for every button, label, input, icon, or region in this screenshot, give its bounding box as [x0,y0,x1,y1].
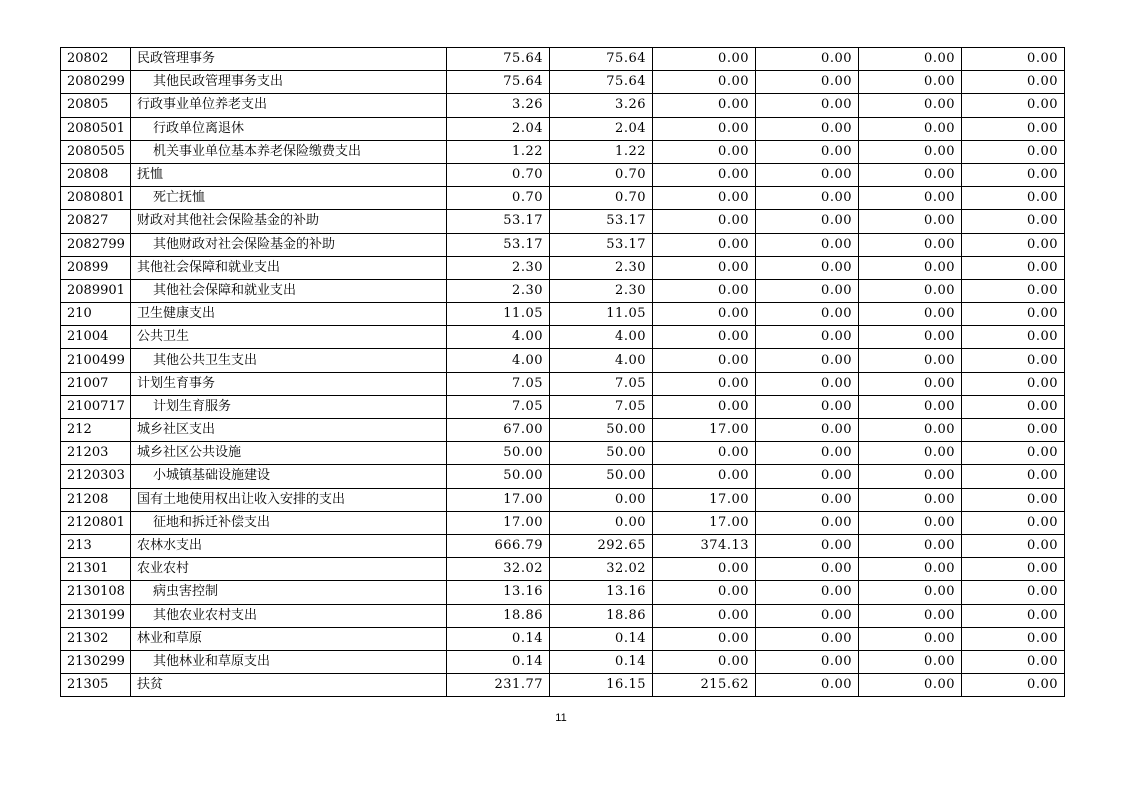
subject-name-cell: 城乡社区支出 [131,419,447,442]
table-row [61,419,1065,442]
amount-cell: 0.00 [756,627,859,650]
amount-cell: 7.05 [447,372,550,395]
amount-cell: 53.17 [447,210,550,233]
amount-cell: 18.86 [447,604,550,627]
amount-cell: 0.00 [962,674,1065,697]
amount-cell: 7.05 [550,372,653,395]
subject-name-cell: 计划生育服务 [131,395,447,418]
subject-name-cell: 行政单位离退休 [131,117,447,140]
table-row [61,650,1065,673]
amount-cell: 0.00 [962,604,1065,627]
amount-cell: 0.00 [962,349,1065,372]
amount-cell: 0.00 [756,117,859,140]
amount-cell: 0.00 [756,256,859,279]
subject-name-cell: 其他农业农村支出 [131,604,447,627]
amount-cell: 0.00 [653,163,756,186]
amount-cell: 0.00 [962,581,1065,604]
amount-cell: 32.02 [550,558,653,581]
amount-cell: 0.00 [756,140,859,163]
amount-cell: 11.05 [550,303,653,326]
subject-code-cell: 20802 [61,48,131,71]
amount-cell: 0.00 [756,419,859,442]
amount-cell: 0.00 [653,117,756,140]
amount-cell: 50.00 [447,465,550,488]
amount-cell: 0.00 [653,233,756,256]
amount-cell: 0.00 [653,395,756,418]
amount-cell: 0.00 [756,279,859,302]
subject-name-cell: 征地和拆迁补偿支出 [131,511,447,534]
amount-cell: 0.00 [653,94,756,117]
subject-name-cell: 农林水支出 [131,534,447,557]
subject-code-cell: 2130199 [61,604,131,627]
subject-name-cell: 财政对其他社会保险基金的补助 [131,210,447,233]
amount-cell: 0.00 [653,442,756,465]
amount-cell: 17.00 [653,419,756,442]
amount-cell: 0.00 [859,442,962,465]
table-row [61,395,1065,418]
amount-cell: 0.00 [653,279,756,302]
table-body [61,48,1065,697]
subject-code-cell: 210 [61,303,131,326]
table-row [61,48,1065,71]
amount-cell: 0.00 [550,511,653,534]
amount-cell: 0.00 [859,465,962,488]
amount-cell: 0.00 [859,534,962,557]
amount-cell: 0.00 [962,233,1065,256]
subject-code-cell: 2120801 [61,511,131,534]
subject-code-cell: 2080505 [61,140,131,163]
amount-cell: 18.86 [550,604,653,627]
subject-name-cell: 抚恤 [131,163,447,186]
amount-cell: 67.00 [447,419,550,442]
amount-cell: 0.00 [962,303,1065,326]
subject-name-cell: 林业和草原 [131,627,447,650]
amount-cell: 0.00 [859,94,962,117]
amount-cell: 215.62 [653,674,756,697]
amount-cell: 0.00 [859,187,962,210]
amount-cell: 0.00 [962,94,1065,117]
amount-cell: 0.00 [756,465,859,488]
amount-cell: 0.00 [962,650,1065,673]
subject-code-cell: 213 [61,534,131,557]
table-row [61,233,1065,256]
amount-cell: 1.22 [550,140,653,163]
amount-cell: 0.00 [859,558,962,581]
amount-cell: 0.00 [962,465,1065,488]
amount-cell: 0.00 [756,581,859,604]
amount-cell: 0.00 [962,511,1065,534]
amount-cell: 13.16 [447,581,550,604]
amount-cell: 0.00 [653,187,756,210]
subject-code-cell: 2100499 [61,349,131,372]
amount-cell: 0.00 [756,534,859,557]
amount-cell: 0.00 [756,558,859,581]
subject-code-cell: 2080801 [61,187,131,210]
amount-cell: 0.00 [962,558,1065,581]
amount-cell: 0.00 [962,627,1065,650]
subject-code-cell: 2130108 [61,581,131,604]
amount-cell: 0.00 [653,256,756,279]
subject-name-cell: 小城镇基础设施建设 [131,465,447,488]
amount-cell: 0.00 [962,140,1065,163]
amount-cell: 0.00 [756,395,859,418]
page-number: 11 [555,712,567,724]
amount-cell: 32.02 [447,558,550,581]
amount-cell: 0.00 [859,511,962,534]
subject-name-cell: 其他社会保障和就业支出 [131,279,447,302]
amount-cell: 0.00 [962,279,1065,302]
subject-code-cell: 21208 [61,488,131,511]
amount-cell: 0.00 [859,650,962,673]
amount-cell: 17.00 [447,488,550,511]
amount-cell: 0.00 [756,187,859,210]
subject-code-cell: 20805 [61,94,131,117]
table-row [61,465,1065,488]
amount-cell: 0.00 [859,395,962,418]
table-row [61,558,1065,581]
subject-code-cell: 21007 [61,372,131,395]
subject-code-cell: 20827 [61,210,131,233]
amount-cell: 0.00 [756,94,859,117]
amount-cell: 0.00 [653,604,756,627]
amount-cell: 2.04 [550,117,653,140]
amount-cell: 50.00 [447,442,550,465]
subject-name-cell: 国有土地使用权出让收入安排的支出 [131,488,447,511]
amount-cell: 0.00 [962,326,1065,349]
amount-cell: 53.17 [550,233,653,256]
subject-name-cell: 其他财政对社会保险基金的补助 [131,233,447,256]
amount-cell: 4.00 [550,326,653,349]
amount-cell: 0.00 [756,442,859,465]
amount-cell: 50.00 [550,442,653,465]
subject-name-cell: 民政管理事务 [131,48,447,71]
amount-cell: 0.00 [756,488,859,511]
amount-cell: 0.00 [756,163,859,186]
table-row [61,442,1065,465]
table-row [61,511,1065,534]
amount-cell: 2.04 [447,117,550,140]
table-row [61,326,1065,349]
subject-code-cell: 20808 [61,163,131,186]
subject-code-cell: 2100717 [61,395,131,418]
amount-cell: 0.00 [756,349,859,372]
amount-cell: 0.00 [859,604,962,627]
table-row [61,94,1065,117]
amount-cell: 0.14 [447,627,550,650]
subject-code-cell: 21302 [61,627,131,650]
amount-cell: 7.05 [550,395,653,418]
subject-name-cell: 其他林业和草原支出 [131,650,447,673]
amount-cell: 0.00 [653,303,756,326]
amount-cell: 53.17 [550,210,653,233]
subject-name-cell: 计划生育事务 [131,372,447,395]
amount-cell: 0.00 [653,326,756,349]
subject-name-cell: 其他社会保障和就业支出 [131,256,447,279]
amount-cell: 0.00 [653,627,756,650]
amount-cell: 0.00 [756,650,859,673]
amount-cell: 0.70 [447,163,550,186]
amount-cell: 0.00 [653,210,756,233]
amount-cell: 0.00 [962,488,1065,511]
subject-code-cell: 2080501 [61,117,131,140]
amount-cell: 0.00 [962,187,1065,210]
table-row [61,349,1065,372]
amount-cell: 0.00 [962,395,1065,418]
table-row [61,303,1065,326]
amount-cell: 231.77 [447,674,550,697]
table-row [61,279,1065,302]
amount-cell: 17.00 [653,488,756,511]
amount-cell: 0.00 [653,140,756,163]
amount-cell: 50.00 [550,465,653,488]
amount-cell: 0.00 [859,233,962,256]
amount-cell: 0.00 [962,256,1065,279]
subject-name-cell: 死亡抚恤 [131,187,447,210]
amount-cell: 0.00 [859,48,962,71]
amount-cell: 0.00 [550,488,653,511]
amount-cell: 0.00 [962,210,1065,233]
amount-cell: 0.14 [447,650,550,673]
table-row [61,627,1065,650]
amount-cell: 0.00 [859,674,962,697]
amount-cell: 17.00 [653,511,756,534]
table-row [61,604,1065,627]
subject-code-cell: 2130299 [61,650,131,673]
amount-cell: 0.00 [859,326,962,349]
amount-cell: 0.00 [859,627,962,650]
amount-cell: 13.16 [550,581,653,604]
amount-cell: 0.70 [550,163,653,186]
table-row [61,71,1065,94]
amount-cell: 4.00 [447,349,550,372]
amount-cell: 0.00 [756,210,859,233]
table-row [61,210,1065,233]
table-row [61,581,1065,604]
amount-cell: 1.22 [447,140,550,163]
subject-name-cell: 城乡社区公共设施 [131,442,447,465]
amount-cell: 0.00 [653,650,756,673]
subject-name-cell: 机关事业单位基本养老保险缴费支出 [131,140,447,163]
amount-cell: 0.00 [859,581,962,604]
amount-cell: 0.00 [653,465,756,488]
subject-name-cell: 公共卫生 [131,326,447,349]
amount-cell: 0.00 [653,558,756,581]
amount-cell: 0.70 [447,187,550,210]
subject-code-cell: 212 [61,419,131,442]
subject-name-cell: 扶贫 [131,674,447,697]
subject-code-cell: 21301 [61,558,131,581]
table-row [61,163,1065,186]
amount-cell: 0.00 [859,419,962,442]
amount-cell: 0.00 [756,674,859,697]
amount-cell: 0.00 [859,279,962,302]
table-row [61,674,1065,697]
amount-cell: 0.00 [756,604,859,627]
subject-name-cell: 病虫害控制 [131,581,447,604]
amount-cell: 0.00 [859,140,962,163]
amount-cell: 75.64 [447,48,550,71]
table-row [61,117,1065,140]
table-row [61,140,1065,163]
amount-cell: 0.00 [962,117,1065,140]
subject-code-cell: 20899 [61,256,131,279]
amount-cell: 0.00 [859,349,962,372]
amount-cell: 17.00 [447,511,550,534]
amount-cell: 0.00 [756,233,859,256]
subject-name-cell: 其他民政管理事务支出 [131,71,447,94]
amount-cell: 0.00 [653,349,756,372]
subject-code-cell: 2082799 [61,233,131,256]
amount-cell: 666.79 [447,534,550,557]
amount-cell: 0.00 [653,71,756,94]
table-row [61,256,1065,279]
amount-cell: 75.64 [550,71,653,94]
amount-cell: 0.00 [962,48,1065,71]
subject-code-cell: 21305 [61,674,131,697]
amount-cell: 0.00 [859,372,962,395]
subject-code-cell: 21203 [61,442,131,465]
subject-name-cell: 行政事业单位养老支出 [131,94,447,117]
amount-cell: 3.26 [550,94,653,117]
amount-cell: 4.00 [447,326,550,349]
amount-cell: 7.05 [447,395,550,418]
amount-cell: 374.13 [653,534,756,557]
amount-cell: 2.30 [550,256,653,279]
amount-cell: 0.00 [962,442,1065,465]
amount-cell: 0.00 [859,488,962,511]
amount-cell: 3.26 [447,94,550,117]
amount-cell: 2.30 [447,256,550,279]
amount-cell: 0.00 [859,256,962,279]
amount-cell: 0.00 [756,326,859,349]
table-row [61,372,1065,395]
amount-cell: 0.00 [756,372,859,395]
amount-cell: 16.15 [550,674,653,697]
subject-name-cell: 卫生健康支出 [131,303,447,326]
amount-cell: 0.00 [859,303,962,326]
amount-cell: 0.00 [962,419,1065,442]
subject-code-cell: 2120303 [61,465,131,488]
amount-cell: 0.00 [962,163,1065,186]
table-row [61,534,1065,557]
amount-cell: 0.14 [550,627,653,650]
amount-cell: 0.00 [962,372,1065,395]
amount-cell: 0.70 [550,187,653,210]
amount-cell: 0.14 [550,650,653,673]
amount-cell: 0.00 [756,48,859,71]
subject-code-cell: 2080299 [61,71,131,94]
budget-expenditure-table [60,47,1065,697]
amount-cell: 0.00 [756,71,859,94]
amount-cell: 0.00 [962,534,1065,557]
amount-cell: 0.00 [653,581,756,604]
amount-cell: 0.00 [859,117,962,140]
amount-cell: 0.00 [859,163,962,186]
amount-cell: 0.00 [756,303,859,326]
table-row [61,488,1065,511]
amount-cell: 292.65 [550,534,653,557]
amount-cell: 0.00 [859,210,962,233]
amount-cell: 11.05 [447,303,550,326]
amount-cell: 4.00 [550,349,653,372]
amount-cell: 75.64 [447,71,550,94]
amount-cell: 0.00 [756,511,859,534]
amount-cell: 0.00 [962,71,1065,94]
amount-cell: 50.00 [550,419,653,442]
amount-cell: 53.17 [447,233,550,256]
amount-cell: 2.30 [447,279,550,302]
amount-cell: 2.30 [550,279,653,302]
amount-cell: 75.64 [550,48,653,71]
amount-cell: 0.00 [859,71,962,94]
subject-name-cell: 农业农村 [131,558,447,581]
subject-code-cell: 21004 [61,326,131,349]
table-row [61,187,1065,210]
amount-cell: 0.00 [653,48,756,71]
subject-code-cell: 2089901 [61,279,131,302]
subject-name-cell: 其他公共卫生支出 [131,349,447,372]
amount-cell: 0.00 [653,372,756,395]
